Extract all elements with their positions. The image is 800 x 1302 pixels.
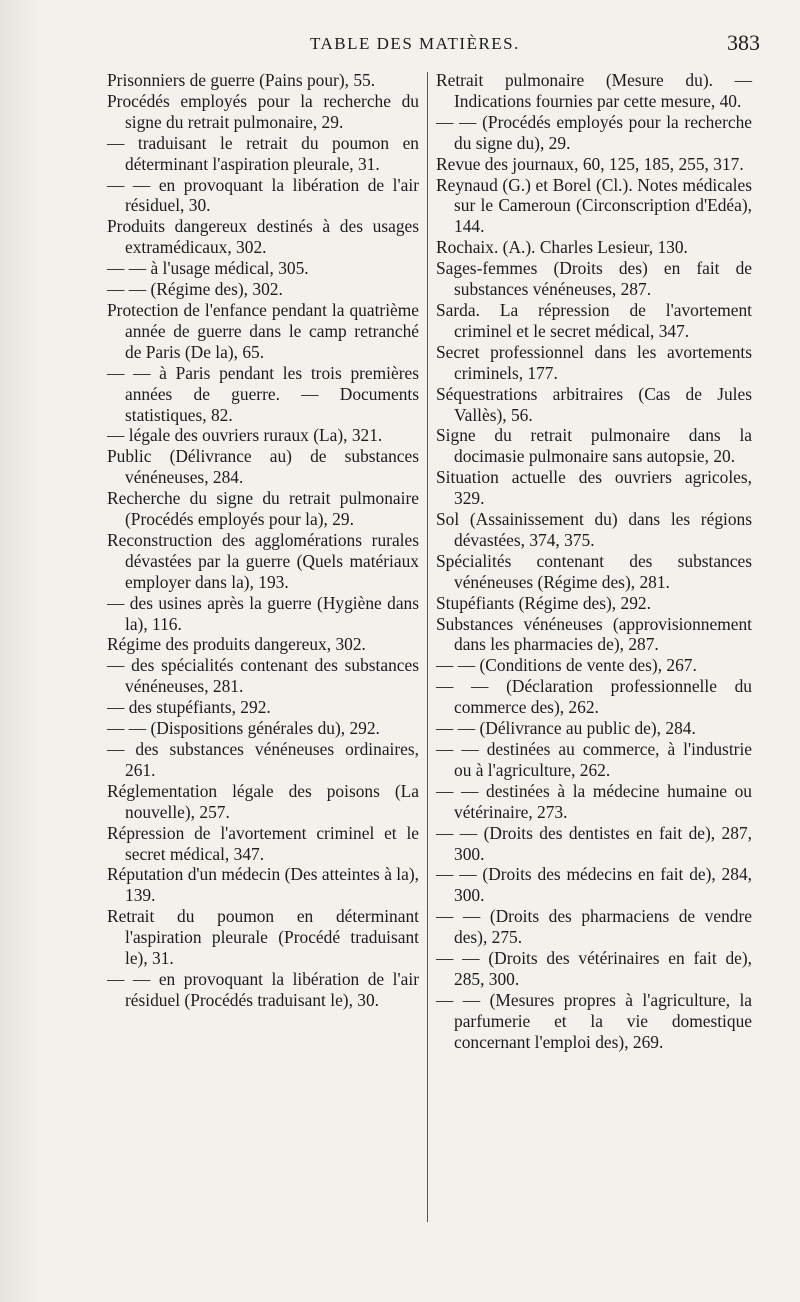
- index-entry: — — à Paris pendant les trois premières années de guerre. — Documents statistiques, 82.: [107, 362, 419, 425]
- index-entry: Réputation d'un médecin (Des atteintes à la), 139.: [107, 864, 419, 906]
- index-entry: Reconstruction des agglomérations rurales dévastées par la guerre (Quels matériaux employer dans la), 193.: [107, 529, 419, 592]
- column-divider: [427, 72, 428, 1222]
- index-entry: — traduisant le retrait du poumon en déterminant l'aspiration pleurale, 31.: [107, 132, 419, 174]
- index-entry: Sages-femmes (Droits des) en fait de substances vénéneuses, 287.: [436, 258, 752, 300]
- page-number: 383: [727, 30, 760, 55]
- index-entry: Procédés employés pour la recherche du signe du retrait pulmonaire, 29.: [107, 90, 419, 132]
- index-entry: Spécialités contenant des substances vénéneuses (Régime des), 281.: [436, 550, 752, 592]
- index-entry: Situation actuelle des ouvriers agricoles, 329.: [436, 467, 752, 509]
- index-entry: Sarda. La répression de l'avortement criminel et le secret médical, 347.: [436, 299, 752, 341]
- index-entry: Prisonniers de guerre (Pains pour), 55.: [107, 70, 376, 90]
- index-entry: Retrait du poumon en déterminant l'aspiration pleurale (Procédé traduisant le), 31.: [107, 906, 419, 969]
- index-entry: — — à l'usage médical, 305.: [107, 258, 309, 279]
- index-column-left: [107, 70, 419, 1011]
- index-entry: Rochaix. (A.). Charles Lesieur, 130.: [436, 237, 688, 258]
- index-entry: — — (Procédés employés pour la recherche du signe du), 29.: [436, 111, 752, 153]
- index-entry: — — en provoquant la libération de l'air résiduel (Procédés traduisant le), 30.: [107, 968, 419, 1010]
- index-entry: Séquestrations arbitraires (Cas de Jules Vallès), 56.: [436, 383, 752, 425]
- index-entry: — — (Régime des), 302.: [107, 279, 283, 300]
- index-entry: Revue des journaux, 60, 125, 185, 255, 317.: [436, 153, 744, 174]
- index-column-right: [436, 70, 752, 1053]
- index-entry: Stupéfiants (Régime des), 292.: [436, 592, 651, 613]
- scan-edge-shade: [0, 0, 40, 1302]
- index-entry: — — destinées à la médecine humaine ou vétérinaire, 273.: [436, 780, 752, 822]
- index-entry: Régime des produits dangereux, 302.: [107, 634, 366, 655]
- index-entry: Produits dangereux destinés à des usages extramédicaux, 302.: [107, 216, 419, 258]
- index-entry: Public (Délivrance au) de substances vénéneuses, 284.: [107, 446, 419, 488]
- index-entry: Retrait pulmonaire (Mesure du). — Indications fournies par cette mesure, 40.: [436, 70, 752, 111]
- index-entry: — légale des ouvriers ruraux (La), 321.: [107, 425, 383, 446]
- page-header: [60, 30, 760, 64]
- index-entry: — des usines après la guerre (Hygiène dans la), 116.: [107, 592, 419, 634]
- index-entry: — — (Délivrance au public de), 284.: [436, 718, 696, 739]
- index-entry: — — (Droits des dentistes en fait de), 287, 300.: [436, 822, 752, 864]
- index-entry: Recherche du signe du retrait pulmonaire (Procédés employés pour la), 29.: [107, 488, 419, 530]
- index-entry: — — (Droits des pharmaciens de vendre des), 275.: [436, 906, 752, 948]
- index-entry: Sol (Assainissement du) dans les régions dévastées, 374, 375.: [436, 509, 752, 550]
- index-entry: — — (Déclaration professionnelle du commerce des), 262.: [436, 676, 752, 718]
- index-entry: — — en provoquant la libération de l'air résiduel, 30.: [107, 174, 419, 216]
- index-entry: — — (Droits des médecins en fait de), 284, 300.: [436, 864, 752, 906]
- index-entry: Protection de l'enfance pendant la quatrième année de guerre dans le camp retranché de Paris (De la), 65.: [107, 299, 419, 362]
- index-entry: Reynaud (G.) et Borel (Cl.). Notes médicales sur le Cameroun (Circonscription d'Edéa), 144.: [436, 174, 752, 237]
- index-entry: — — (Droits des vétérinaires en fait de), 285, 300.: [436, 948, 752, 989]
- index-entry: — des spécialités contenant des substances vénéneuses, 281.: [107, 655, 419, 697]
- index-entry: — — (Dispositions générales du), 292.: [107, 718, 380, 739]
- index-entry: Signe du retrait pulmonaire dans la docimasie pulmonaire sans autopsie, 20.: [436, 425, 752, 467]
- index-entry: Répression de l'avortement criminel et le secret médical, 347.: [107, 822, 419, 864]
- index-entry: — — (Conditions de vente des), 267.: [436, 655, 697, 676]
- index-entry: — des substances vénéneuses ordinaires, 261.: [107, 739, 419, 780]
- running-title: TABLE DES MATIÈRES.: [310, 34, 520, 53]
- index-entry: — — (Mesures propres à l'agriculture, la parfumerie et la vie domestique concernant l'emploi des), 269.: [436, 989, 752, 1052]
- index-entry: Substances vénéneuses (approvisionnement dans les pharmacies de), 287.: [436, 613, 752, 655]
- index-entry: Secret professionnel dans les avortements criminels, 177.: [436, 341, 752, 383]
- index-entry: — — destinées au commerce, à l'industrie ou à l'agriculture, 262.: [436, 739, 752, 780]
- index-entry: Réglementation légale des poisons (La nouvelle), 257.: [107, 780, 419, 822]
- index-entry: — des stupéfiants, 292.: [107, 697, 271, 718]
